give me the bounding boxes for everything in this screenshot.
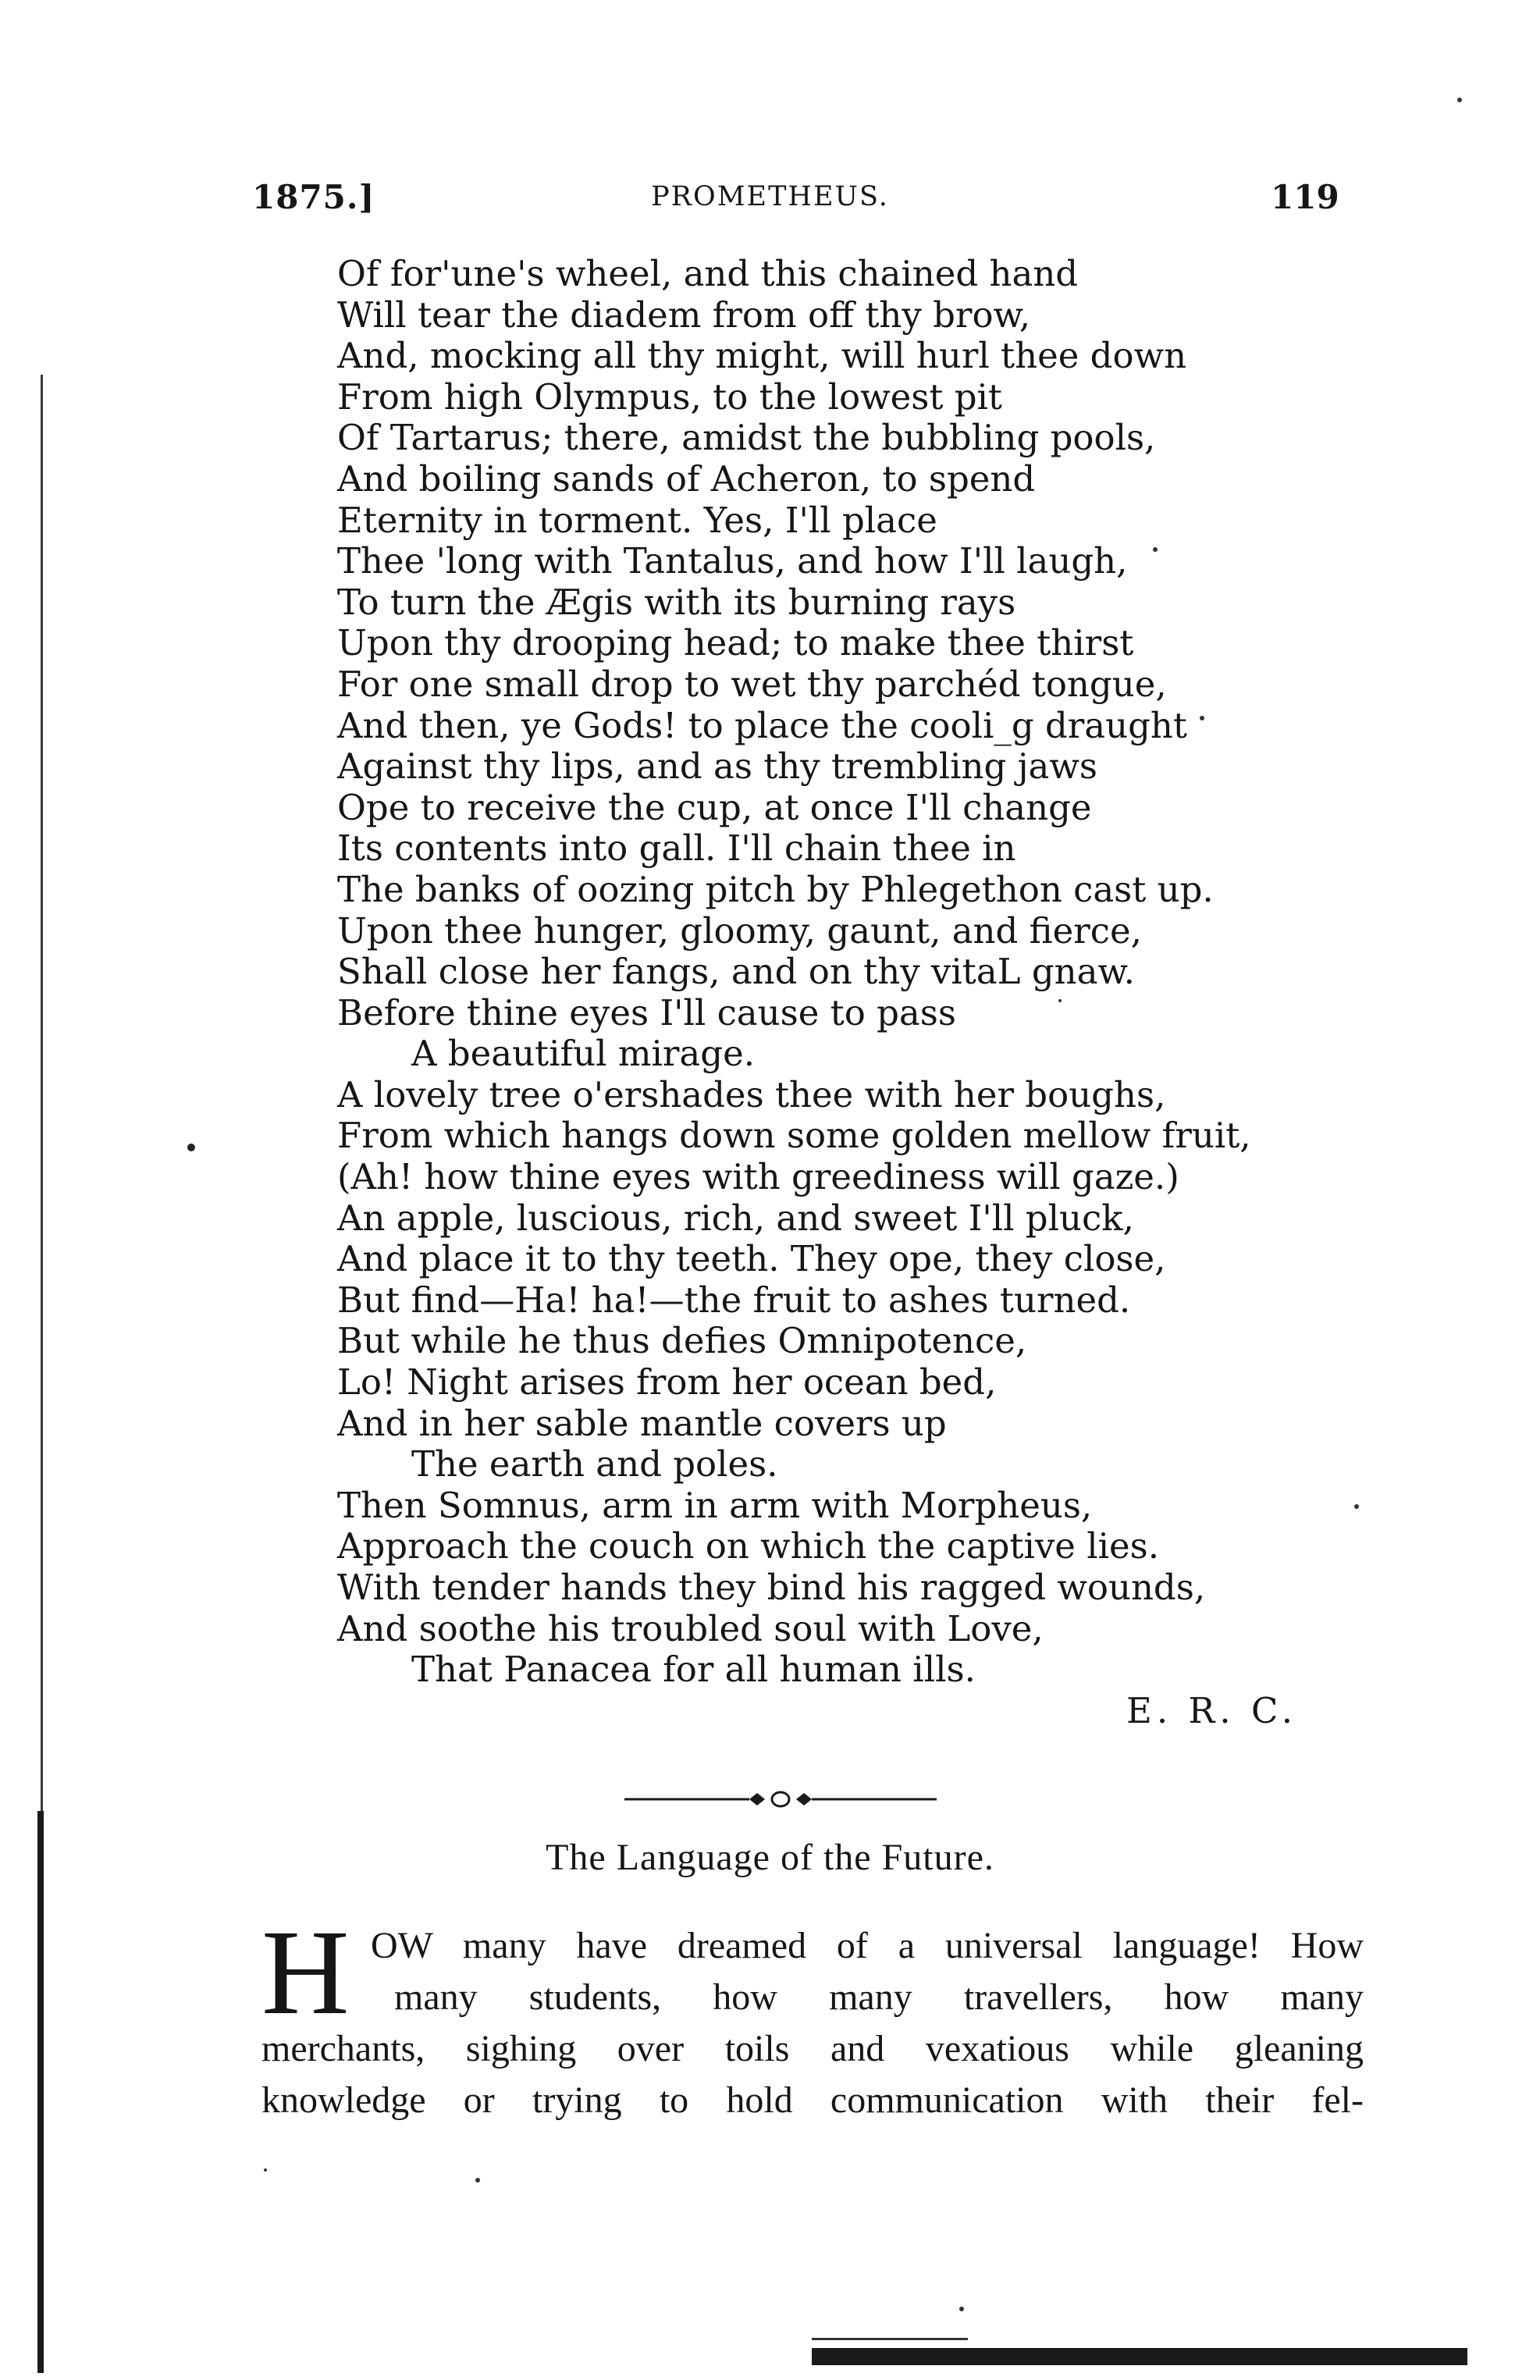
poem-line: Then Somnus, arm in arm with Morpheus,	[337, 1484, 1093, 1526]
poem-line: To turn the Ægis with its burning rays	[337, 581, 1016, 623]
poem-line: Upon thy drooping head; to make thee thirst	[337, 622, 1134, 664]
poem-line-indented: A beautiful mirage.	[411, 1033, 756, 1075]
poem-line-indented: The earth and poles.	[411, 1443, 778, 1485]
article-line: OW many have dreamed of a universal language! How	[371, 1925, 1364, 1966]
running-head-title: PROMETHEUS.	[651, 181, 889, 212]
poem-line: A lovely tree o'ershades thee with her boughs,	[337, 1073, 1166, 1115]
poem-line: And, mocking all thy might, will hurl thee down	[337, 335, 1187, 377]
poem-line: And in her sable mantle covers up	[337, 1402, 947, 1444]
poem-line: But find—Ha! ha!—the fruit to ashes turned.	[337, 1279, 1131, 1321]
poem-line-indented: That Panacea for all human ills.	[411, 1649, 976, 1691]
article-title: The Language of the Future.	[546, 1837, 994, 1878]
poem-line: Of Tartarus; there, amidst the bubbling pools,	[337, 417, 1156, 459]
poem-line: Ope to receive the cup, at once I'll change	[337, 786, 1092, 828]
poem-line: Its contents into gall. I'll chain thee in	[337, 827, 1016, 870]
poem-line: Against thy lips, and as thy trembling jaws	[337, 745, 1097, 788]
poem-line: Of for'une's wheel, and this chained hand	[337, 253, 1079, 294]
poem-line: From high Olympus, to the lowest pit	[337, 375, 1003, 418]
poem-line: The banks of oozing pitch by Phlegethon cast up.	[337, 868, 1214, 910]
running-head-year: 1875.]	[252, 178, 375, 216]
poem-line: Shall close her fangs, and on thy vitaL gnaw.	[337, 951, 1135, 993]
poem-line: Thee 'long with Tantalus, and how I'll laugh,	[337, 540, 1128, 582]
page-number: 119	[1271, 178, 1339, 216]
drop-cap: H	[261, 1905, 350, 2040]
poem-line: But while he thus defies Omnipotence,	[337, 1320, 1027, 1362]
poem-signature: E. R. C.	[1126, 1690, 1298, 1731]
poem-line: And place it to thy teeth. They ope, they close,	[337, 1238, 1166, 1280]
article-line: merchants, sighing over toils and vexatious while gleaning	[261, 2028, 1364, 2069]
poem-line: With tender hands they bind his ragged wounds,	[337, 1567, 1206, 1608]
poem-line: Lo! Night arises from her ocean bed,	[337, 1361, 997, 1403]
poem-line: Upon thee hunger, gloomy, gaunt, and fierce,	[337, 909, 1142, 952]
poem-line: And boiling sands of Acheron, to spend	[337, 457, 1036, 500]
article-line: knowledge or trying to hold communication with their fel-	[261, 2079, 1364, 2121]
poem-line: And then, ye Gods! to place the cooli_g draught	[337, 704, 1187, 746]
article-line: many students, how many travellers, how many	[394, 1976, 1364, 2018]
poem-line: Will tear the diadem from off thy brow,	[337, 293, 1031, 336]
poem-line: Approach the couch on which the captive lies.	[337, 1525, 1160, 1567]
poem-line: Before thine eyes I'll cause to pass	[337, 991, 956, 1033]
poem-line: From which hangs down some golden mellow fruit,	[337, 1115, 1251, 1157]
poem-line: Eternity in torment. Yes, I'll place	[337, 499, 937, 541]
poem-line: For one small drop to wet thy parchéd tongue,	[337, 663, 1167, 705]
poem-line: (Ah! how thine eyes with greediness will gaze.)	[337, 1156, 1179, 1198]
poem-line: An apple, luscious, rich, and sweet I'll pluck,	[337, 1197, 1134, 1239]
poem-line: And soothe his troubled soul with Love,	[337, 1607, 1044, 1649]
